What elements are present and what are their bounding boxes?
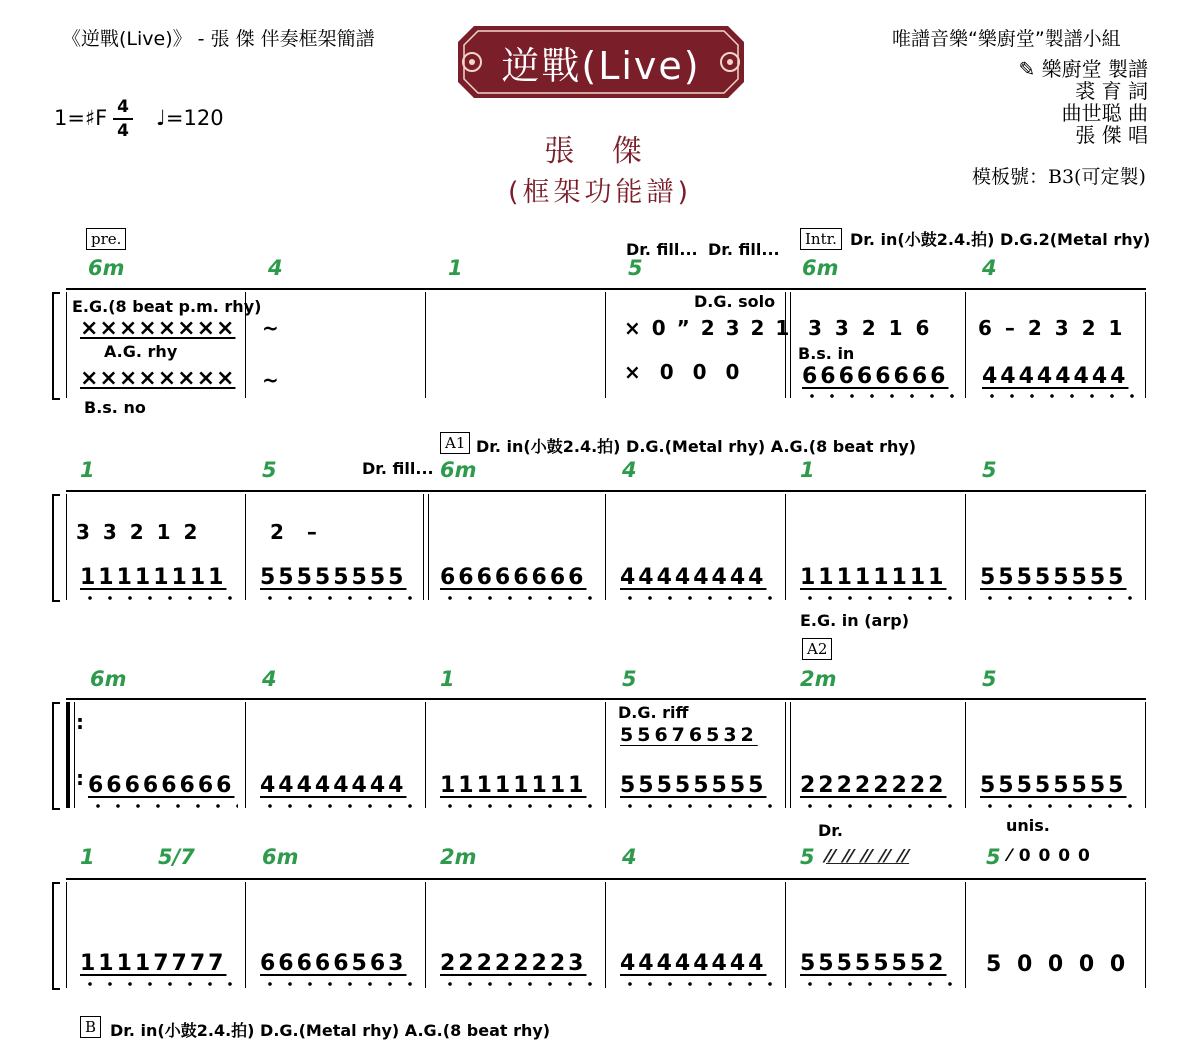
chord-symbol: 6m	[802, 256, 839, 280]
bass-notation: 22222222	[800, 773, 947, 798]
chord-symbol: 1	[440, 667, 455, 691]
barline	[74, 702, 75, 808]
system-bracket	[52, 292, 60, 400]
octave-dots	[620, 982, 780, 986]
section-box-intro: Intr.	[800, 228, 842, 250]
barline	[605, 702, 606, 808]
octave-dots	[80, 596, 240, 600]
bass-in-label: B.s. in	[798, 344, 855, 363]
barline	[965, 292, 966, 398]
melody-notation: 3 3 2 1 2	[76, 520, 201, 544]
barline	[605, 882, 606, 988]
system-top-line	[66, 490, 1146, 492]
octave-dots	[260, 982, 420, 986]
barline	[605, 292, 606, 398]
chord-symbol: 4	[622, 458, 637, 482]
barline	[1145, 702, 1146, 808]
barline	[245, 702, 246, 808]
song-title: 逆戰(Live)	[501, 43, 701, 88]
chord-symbol: 5	[982, 458, 997, 482]
chord-symbol: 6m	[88, 256, 125, 280]
chord-symbol: 6m	[440, 458, 477, 482]
time-signature	[113, 96, 133, 142]
score-subtitle: (框架功能譜)	[507, 177, 693, 208]
chord-symbol: 4	[268, 256, 283, 280]
credits	[1019, 58, 1148, 146]
chord-symbol: 5	[622, 667, 637, 691]
system-top-line	[66, 698, 1146, 700]
repeat-dots: :	[76, 710, 84, 734]
template-model: 模板號：B3(可定製)	[972, 166, 1146, 188]
section-box-a2: A2	[802, 638, 832, 660]
system-top-line	[66, 288, 1146, 290]
document-header-title: 《逆戰(Live)》 - 張 傑 伴奏框架簡譜	[62, 28, 375, 50]
chord-symbol: 2m	[800, 667, 837, 691]
bass-notation: 11111111	[800, 565, 947, 590]
credit-arranger: ✎ 樂廚堂 製譜	[1018, 57, 1148, 81]
singer-name: 張 傑	[544, 134, 656, 169]
drum-fill-annotation: Dr. fill...	[626, 240, 698, 259]
octave-dots	[800, 804, 960, 808]
chord-symbol: 5	[262, 458, 277, 482]
barline	[66, 882, 67, 988]
chord-symbol: 1	[80, 458, 95, 482]
drum-fill-annotation: Dr. fill...	[362, 459, 434, 478]
barline	[66, 292, 67, 398]
dg-riff-label: D.G. riff	[618, 703, 689, 722]
drum-fill-annotation: Dr. fill...	[708, 240, 780, 259]
bass-notation: 11111111	[80, 565, 227, 590]
bass-notation: 5 0 0 0 0	[986, 952, 1130, 977]
ending-notation: ⁄ 0 0 0 0	[1008, 846, 1091, 866]
chord-symbol: 5/7	[158, 845, 195, 869]
rhythm-notation: ××××××××	[80, 366, 236, 391]
time-signature-bottom: 4	[117, 121, 129, 141]
octave-dots	[800, 982, 960, 986]
octave-dots	[440, 804, 600, 808]
melody-notation: 3 3 2 1 6	[808, 316, 933, 340]
chord-symbol: 4	[622, 845, 637, 869]
melody-notation: 2 –	[270, 520, 325, 544]
time-signature-top: 4	[113, 96, 133, 120]
octave-dots	[982, 394, 1142, 398]
melody-notation: 6 – 2 3 2 1	[978, 316, 1126, 340]
drum-label: Dr.	[818, 821, 843, 840]
melody-notation: × 0 ” 2 3 2 1	[624, 316, 792, 340]
chord-symbol: 5	[982, 667, 997, 691]
chord-symbol: 6m	[262, 845, 299, 869]
bass-notation: 55555555	[260, 565, 407, 590]
credit-singer: 張 傑 唱	[1075, 123, 1148, 147]
repeat-tilde: ~	[262, 368, 285, 392]
bass-notation: 44444444	[620, 565, 767, 590]
slash-rhythm: ⁄⁄ ⁄⁄ ⁄⁄ ⁄⁄ ⁄⁄	[826, 846, 910, 867]
chord-symbol: 5	[800, 845, 815, 869]
section-box-pre: pre.	[86, 228, 126, 250]
bass-notation: 66666666	[440, 565, 587, 590]
octave-dots	[440, 596, 600, 600]
section-a1-annotation: Dr. in(小鼓2.4.拍) D.G.(Metal rhy) A.G.(8 beat rhy)	[476, 437, 917, 456]
barline	[245, 882, 246, 988]
barline	[428, 494, 429, 600]
barline	[425, 882, 426, 988]
bass-notation: 55555555	[620, 773, 767, 798]
chord-symbol: 4	[982, 256, 997, 280]
bass-notation: 11111111	[440, 773, 587, 798]
octave-dots	[260, 804, 420, 808]
bass-label: B.s. no	[84, 398, 146, 417]
bass-notation: 55555555	[980, 565, 1127, 590]
bass-notation: 55555552	[800, 951, 947, 976]
ag-rhythm-label: A.G. rhy	[104, 342, 178, 361]
chord-symbol: 2m	[440, 845, 477, 869]
repeat-dots: :	[76, 766, 84, 790]
chord-symbol: 1	[80, 845, 95, 869]
barline	[965, 702, 966, 808]
barline	[790, 292, 791, 398]
intro-annotation: Dr. in(小鼓2.4.拍) D.G.2(Metal rhy)	[850, 230, 1151, 249]
bass-notation: 44444444	[260, 773, 407, 798]
section-box-b: B	[80, 1016, 101, 1038]
transcriber-group: 唯譜音樂“樂廚堂”製譜小組	[892, 28, 1121, 50]
barline	[425, 702, 426, 808]
dg-solo-label: D.G. solo	[694, 292, 776, 311]
octave-dots	[88, 804, 238, 808]
barline	[605, 494, 606, 600]
chord-symbol: 4	[262, 667, 277, 691]
system-bracket	[52, 702, 60, 810]
chord-symbol: 5	[986, 845, 1001, 869]
octave-dots	[800, 596, 960, 600]
eg-in-annotation: E.G. in (arp)	[800, 611, 909, 630]
barline	[965, 494, 966, 600]
barline	[785, 494, 786, 600]
octave-dots	[980, 804, 1140, 808]
barline	[1145, 882, 1146, 988]
system-top-line	[66, 878, 1146, 880]
barline	[1145, 494, 1146, 600]
octave-dots	[802, 394, 962, 398]
key-signature: 1=♯F	[54, 106, 108, 130]
riff-notation: 55676532	[620, 724, 758, 746]
octave-dots	[440, 982, 600, 986]
chord-symbol: 5	[628, 256, 643, 280]
title-plate	[454, 22, 748, 102]
system-bracket	[52, 882, 60, 990]
unison-label: unis.	[1006, 816, 1050, 835]
eg-rhythm-label: E.G.(8 beat p.m. rhy)	[72, 297, 262, 316]
bass-notation: 11117777	[80, 951, 227, 976]
octave-dots	[980, 596, 1140, 600]
chord-symbol: 1	[800, 458, 815, 482]
bass-notation: 55555555	[980, 773, 1127, 798]
octave-dots	[260, 596, 420, 600]
barline	[1145, 292, 1146, 398]
melody-notation: × 0 0 0	[624, 360, 746, 384]
barline	[785, 292, 786, 398]
bass-notation: 22222223	[440, 951, 587, 976]
barline	[423, 494, 424, 600]
chord-symbol: 1	[448, 256, 463, 280]
barline	[965, 882, 966, 988]
barline	[425, 292, 426, 398]
credit-lyricist: 裘 育 詞	[1075, 79, 1148, 103]
chord-symbol: 6m	[90, 667, 127, 691]
rhythm-notation: ××××××××	[80, 316, 236, 341]
credit-composer: 曲世聪 曲	[1061, 101, 1148, 125]
bass-notation: 66666563	[260, 951, 407, 976]
octave-dots	[620, 804, 780, 808]
octave-dots	[80, 982, 240, 986]
barline	[790, 702, 791, 808]
bass-notation: 66666666	[88, 773, 235, 798]
repeat-tilde: ~	[262, 316, 285, 340]
tempo-marking: ♩=120	[156, 106, 224, 130]
bass-notation: 44444444	[982, 364, 1129, 389]
octave-dots	[620, 596, 780, 600]
bass-notation: 66666666	[802, 364, 949, 389]
barline	[245, 494, 246, 600]
system-bracket	[52, 494, 60, 602]
barline	[785, 882, 786, 988]
bass-notation: 44444444	[620, 951, 767, 976]
section-b-annotation: Dr. in(小鼓2.4.拍) D.G.(Metal rhy) A.G.(8 beat rhy)	[110, 1021, 551, 1040]
barline	[785, 702, 786, 808]
repeat-barline	[66, 702, 70, 808]
barline	[66, 494, 67, 600]
section-box-a1: A1	[440, 432, 470, 454]
